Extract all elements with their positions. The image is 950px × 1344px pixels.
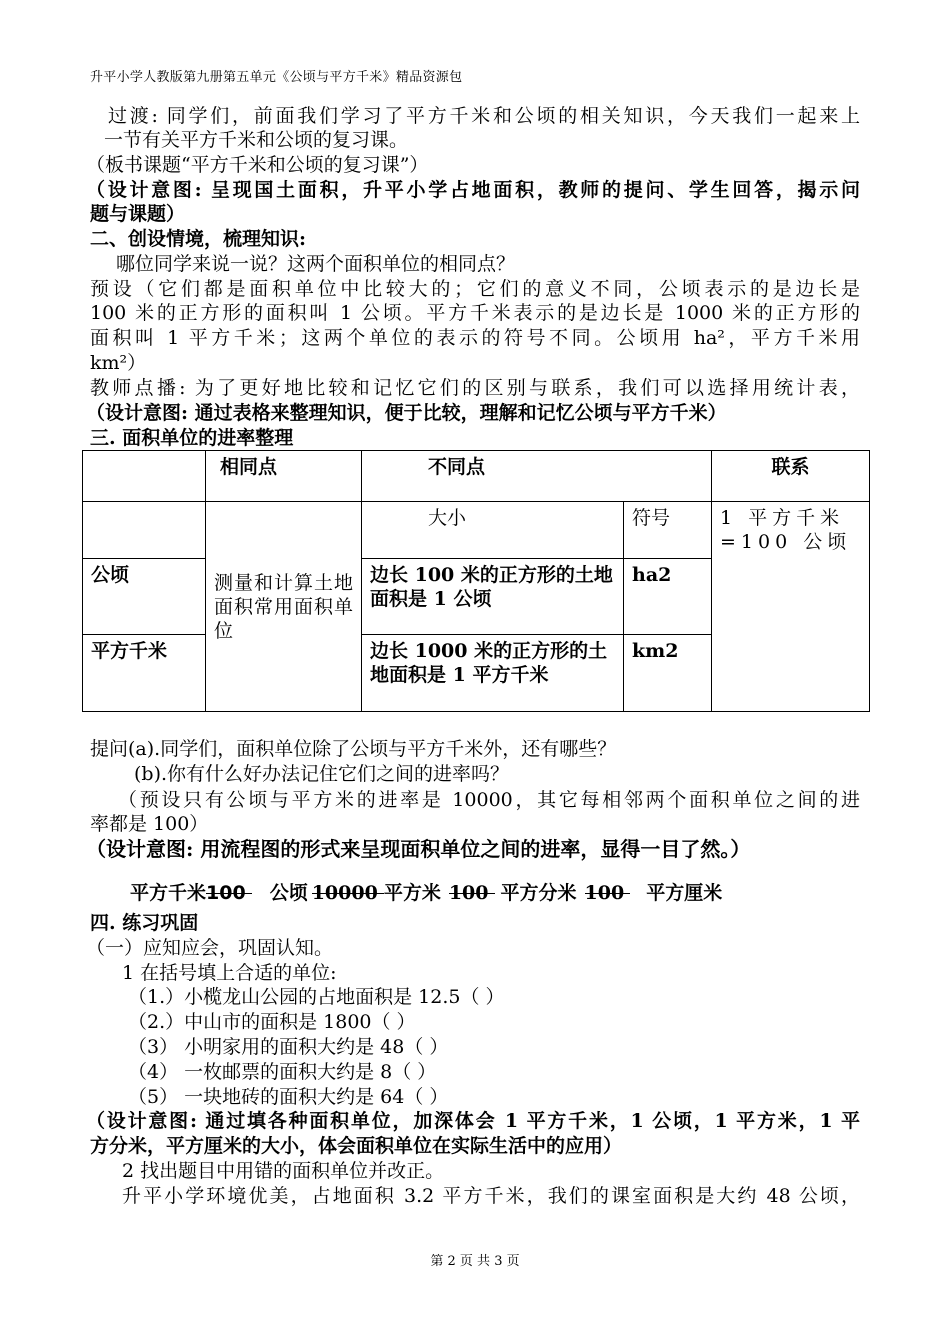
flow-rate-4: 100 xyxy=(584,882,625,904)
flow-unit-sqm: 平方米 xyxy=(383,882,441,904)
ask-line-b: (b).你有什么好办法记住它们之间的进率吗？ xyxy=(134,763,510,785)
exercise-item: （1.）小榄龙山公园的占地面积是 12.5（ ） xyxy=(128,986,505,1008)
row-name-sqkm: 平方千米 xyxy=(83,635,206,712)
practice-task-2-text: 升平小学环境优美，占地面积 3.2 平方千米，我们的课室面积是大约 48 公顷， xyxy=(122,1185,860,1207)
header-link: 联系 xyxy=(712,451,870,502)
preset-rate-line-2: 率都是 100） xyxy=(90,813,209,835)
page-header: 升平小学人教版第九册第五单元《公顷与平方千米》精品资源包 xyxy=(90,70,463,85)
page-footer: 第 2 页 共 3 页 xyxy=(430,1254,520,1269)
header-diff: 不同点 xyxy=(362,451,712,502)
flow-unit-sqkm: 平方千米 xyxy=(130,882,207,904)
table-header-row xyxy=(83,451,870,502)
flow-unit-sqcm: 平方厘米 xyxy=(646,882,723,904)
preset-rate-line-1: （预设只有公顷与平方米的进率是 10000，其它每相邻两个面积单位之间的进 xyxy=(118,789,860,811)
subheader-size: 大小 xyxy=(362,502,624,559)
practice-task-1: 1 在括号填上合适的单位: xyxy=(122,962,337,984)
link-cell: 1 平方千米=100 公顷 xyxy=(712,502,870,712)
design-intent-4-line-2: 方分米，平方厘米的大小，体会面积单位在实际生活中的应用） xyxy=(90,1135,623,1157)
row-symbol-hectare: ha2 xyxy=(624,559,712,635)
header-same: 相同点 xyxy=(206,451,362,502)
board-title-line: （板书课题“平方千米和公顷的复习课”） xyxy=(86,154,429,176)
table-subheader-row xyxy=(83,502,870,559)
flow-rate-1: 100 xyxy=(206,882,246,904)
design-intent-4-line-1: （设计意图: 通过填各种面积单位，加深体会 1 平方千米，1 公顷，1 平方米，1 平 xyxy=(86,1110,860,1132)
teacher-guide-line: 教师点播: 为了更好地比较和记忆它们的区别与联系，我们可以选择用统计表， xyxy=(90,377,860,399)
flow-rate-3: 100 xyxy=(448,882,489,904)
design-intent-3-line: （设计意图: 用流程图的形式来呈现面积单位之间的进率，显得一目了然。） xyxy=(86,837,751,861)
design-intent-1-line-1: （设计意图: 呈现国土面积，升平小学占地面积，教师的提问、学生回答，揭示问 xyxy=(86,179,860,201)
flow-unit-sqdm: 平方分米 xyxy=(500,882,577,904)
design-intent-1-line-2: 题与课题） xyxy=(90,203,186,225)
design-intent-2-line: （设计意图: 通过表格来整理知识，便于比较，理解和记忆公顷与平方千米） xyxy=(86,402,727,424)
comparison-table xyxy=(82,450,870,712)
exercise-item: （4） 一枚邮票的面积大约是 8（ ） xyxy=(128,1061,437,1083)
question-line: 哪位同学来说一说？这两个面积单位的相同点？ xyxy=(116,253,516,275)
exercise-item: （2.）中山市的面积是 1800（ ） xyxy=(128,1011,416,1033)
preset-line-2: 100 米的正方形的面积叫 1 公顷。平方千米表示的是边长是 1000 米的正方形的 xyxy=(90,302,860,324)
preset-line-4: km²） xyxy=(90,352,147,374)
practice-part-1: （一）应知应会，巩固认知。 xyxy=(86,937,334,959)
same-point-cell: 测量和计算土地面积常用面积单位 xyxy=(206,502,362,712)
unit-flow-chart xyxy=(130,878,722,905)
table-empty-cell xyxy=(83,502,206,559)
flow-rate-2: 10000 xyxy=(311,882,378,904)
row-name-hectare: 公顷 xyxy=(83,559,206,635)
section-2-heading: 二、创设情境，梳理知识: xyxy=(90,228,307,250)
subheader-symbol: 符号 xyxy=(624,502,712,559)
row-size-sqkm: 边长 1000 米的正方形的土地面积是 1 平方千米 xyxy=(362,635,624,712)
row-symbol-sqkm: km2 xyxy=(624,635,712,712)
section-4-heading: 四. 练习巩固 xyxy=(90,912,199,934)
exercise-item: （5） 一块地砖的面积大约是 64（ ） xyxy=(128,1086,449,1108)
row-size-hectare: 边长 100 米的正方形的土地面积是 1 公顷 xyxy=(362,559,624,635)
flow-unit-hectare: 公顷 xyxy=(269,882,308,904)
ask-line-a: 提问(a).同学们，面积单位除了公顷与平方千米外，还有哪些？ xyxy=(90,738,617,760)
section-3-heading: 三. 面积单位的进率整理 xyxy=(90,427,294,449)
preset-line-3: 面积叫 1 平方千米；这两个单位的表示的符号不同。公顷用 ha²，平方千米用 xyxy=(90,327,860,349)
practice-task-2: 2 找出题目中用错的面积单位并改正。 xyxy=(122,1160,445,1182)
transition-line-2: 一节有关平方千米和公顷的复习课。 xyxy=(104,129,409,151)
transition-line-1: 过渡: 同学们，前面我们学习了平方千米和公顷的相关知识，今天我们一起来上 xyxy=(108,105,860,127)
preset-line-1: 预设（它们都是面积单位中比较大的；它们的意义不同，公顷表示的是边长是 xyxy=(90,278,860,300)
table-corner-cell xyxy=(83,451,206,502)
exercise-item: （3） 小明家用的面积大约是 48（ ） xyxy=(128,1036,449,1058)
